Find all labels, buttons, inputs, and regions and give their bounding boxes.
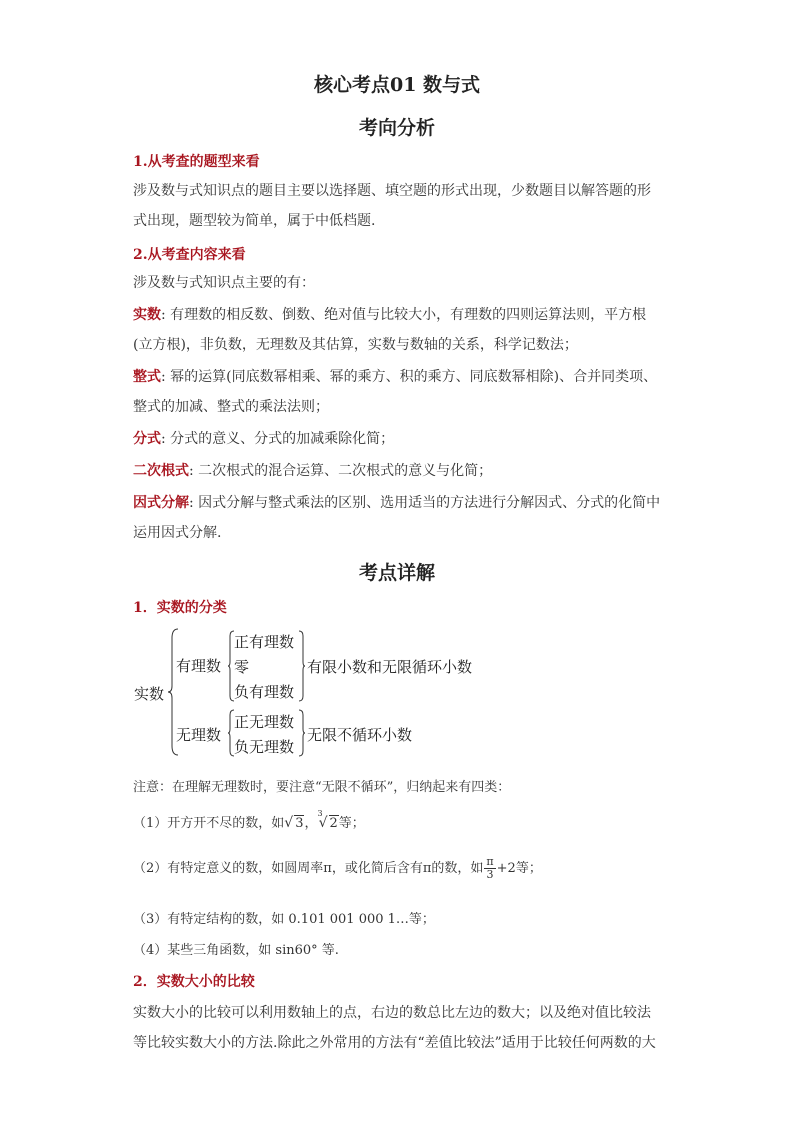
note-item-2-mid: ，或化简后含有 (331, 861, 423, 876)
irrational-item-positive: 正无理数 (234, 713, 295, 731)
section-subtitle: 考向分析 (358, 117, 435, 139)
brace-irrational-close (298, 709, 306, 757)
note-item-2-prefix: （2）有特定意义的数，如圆周率 (133, 861, 324, 876)
item-label: 整式 (133, 369, 161, 385)
brace-rational-close (298, 630, 306, 702)
rational-item-negative: 负有理数 (234, 683, 295, 701)
note-item-1-prefix: （1）开方开不尽的数，如 (133, 816, 285, 831)
note-item-3: （3）有特定结构的数，如 0.101 001 000 1…等； (133, 912, 435, 927)
note-item-1 (133, 809, 365, 831)
note-item-4: （4）某些三角函数，如 sin60° 等. (133, 943, 339, 958)
heading-content: 2.从考查内容来看 (133, 247, 246, 263)
fraction-numerator: π (486, 855, 494, 868)
rational-item-zero: 零 (234, 658, 250, 676)
irrational-description: 无限不循环小数 (307, 726, 413, 744)
fraction-denominator: 3 (486, 868, 494, 881)
details-title: 考点详解 (358, 562, 435, 584)
page-title: 核心考点01 数与式 (313, 74, 481, 96)
note-text: 注意：在理解无理数时，要注意“无限不循环”，归纳起来有四类： (133, 780, 511, 795)
sqrt-3: 3 (295, 816, 304, 831)
cube-root-index: 3 (317, 809, 323, 818)
item-text: : 幂的运算(同底数幂相乘、幂的乘方、积的乘方、同底数幂相除)、合并同类项、整式的加减、整式的乘法法则； (133, 369, 658, 415)
sqrt-sign-icon: √ (284, 815, 294, 831)
pi-over-3-fraction (484, 856, 495, 881)
item-text: : 有理数的相反数、倒数、绝对值与比较大小，有理数的四则运算法则，平方根(立方根)，非负数，无理数及其估算，实数与数轴的关系，科学记数法； (133, 307, 647, 353)
note-item-1-suffix: 等； (338, 816, 365, 831)
diagram-root: 实数 (134, 685, 165, 703)
item-real-numbers (133, 300, 663, 360)
note-item-2-suffix: 等； (515, 861, 542, 876)
comparison-text: 实数大小的比较可以利用数轴上的点，右边的数总比左边的数大；以及绝对值比较法等比较实数大小的方法.除此之外常用的方法有“差值比较法”适用于比较任何两数的大 (133, 1005, 656, 1051)
item-label: 二次根式 (133, 463, 189, 479)
rational-description: 有限小数和无限循环小数 (307, 658, 473, 676)
item-factorization (133, 488, 663, 548)
heading-question-types: 1.从考查的题型来看 (133, 154, 260, 170)
item-label: 分式 (133, 431, 161, 447)
plus-two: +2 (496, 861, 516, 876)
heading-comparison: 2．实数大小的比较 (133, 974, 255, 990)
heading-classification: 1．实数的分类 (133, 600, 227, 616)
note-item-2-mid2: 的数，如 (431, 861, 484, 876)
note-item-2 (133, 856, 542, 881)
item-radicals (133, 456, 663, 486)
diagram-irrational: 无理数 (176, 726, 222, 744)
pi-symbol: π (323, 861, 332, 876)
item-text: : 分式的意义、分式的加减乘除化简； (161, 431, 395, 447)
diagram-rational: 有理数 (176, 657, 222, 675)
item-label: 实数 (133, 307, 161, 323)
pi-symbol-2: π (422, 861, 432, 876)
cube-root-sign-icon: √ (318, 815, 328, 831)
cube-root-2: 2 (329, 816, 338, 831)
rational-item-positive: 正有理数 (234, 633, 295, 651)
question-types-text: 涉及数与式知识点的题目主要以选择题、填空题的形式出现，少数题目以解答题的形式出现，题型较为简单，属于中低档题. (133, 183, 651, 229)
irrational-item-negative: 负无理数 (234, 738, 295, 756)
item-text: : 二次根式的混合运算、二次根式的意义与化简； (189, 463, 493, 479)
item-text: : 因式分解与整式乘法的区别、选用适当的方法进行分解因式、分式的化简中运用因式分解. (133, 495, 661, 541)
item-label: 因式分解 (133, 495, 189, 511)
item-polynomials (133, 362, 663, 422)
item-fractions (133, 424, 663, 454)
separator: ， (304, 816, 318, 831)
content-intro: 涉及数与式知识点主要的有： (133, 275, 315, 291)
